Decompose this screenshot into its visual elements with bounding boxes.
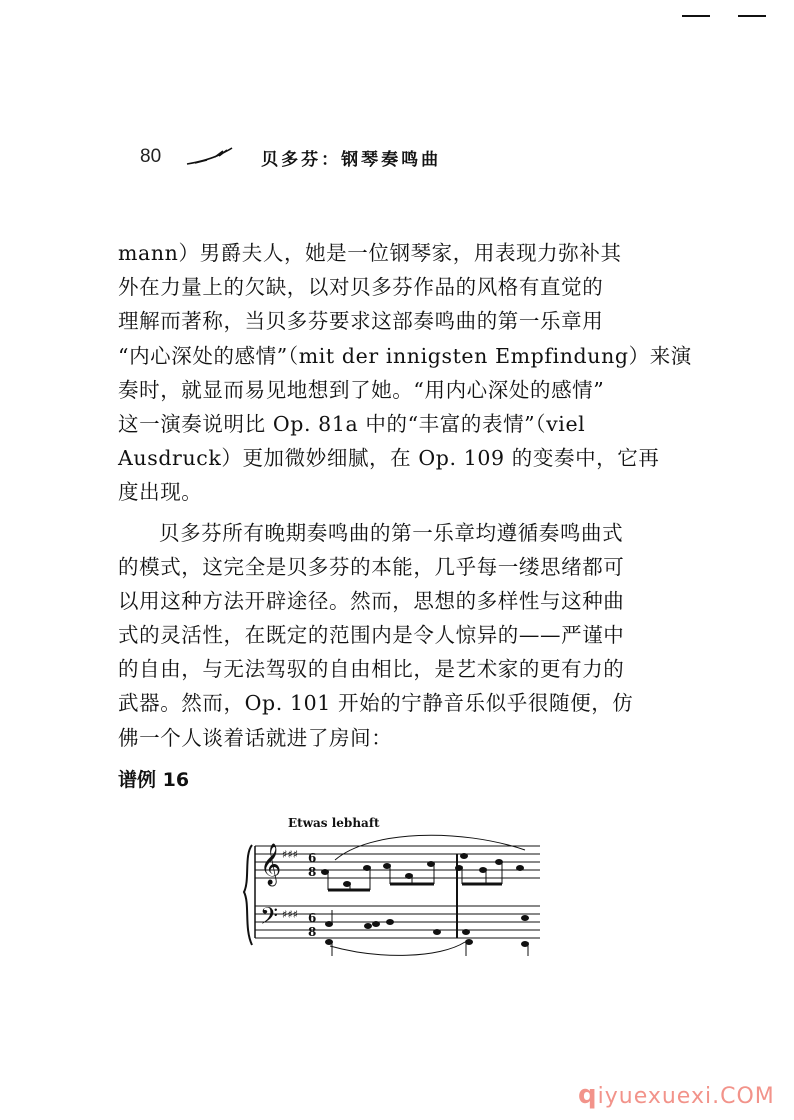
paragraph-2 [118,516,678,755]
page-number: 80 [140,146,162,167]
body-text [118,236,692,755]
svg-text:♯♯♯: ♯♯♯ [282,848,298,861]
text-line: 这一演奏说明比 Op. 81a 中的“丰富的表情”（viel [118,411,586,436]
watermark-text: iyuexuexi.COM [597,1084,775,1109]
text-line: 以用这种方法开辟途径。然而，思想的多样性与这种曲 [118,588,625,613]
svg-text:8: 8 [308,925,317,939]
svg-text:♯♯♯: ♯♯♯ [282,908,298,921]
example-label: 谱例 16 [118,769,190,791]
text-line: 的模式，这完全是贝多芬的本能，几乎每一缕思绪都可 [118,554,625,579]
corner-mark-left [682,15,710,17]
text-line: “内心深处的感情”（mit der innigsten Empfindung）来演 [118,343,692,368]
tempo-marking: Etwas lebhaft [288,816,380,830]
text-line: mann）男爵夫人，她是一位钢琴家，用表现力弥补其 [118,241,622,265]
text-line: 贝多芬所有晚期奏鸣曲的第一乐章均遵循奏鸣曲式 [159,520,624,545]
svg-text:6: 6 [308,851,317,865]
text-line: 奏时，就显而易见地想到了她。“用内心深处的感情” [118,377,605,402]
score-notation-icon [240,810,540,960]
svg-text:𝄞: 𝄞 [260,844,282,885]
watermark-q: q [578,1080,598,1110]
watermark [578,1080,775,1110]
running-title: 贝多芬：钢琴奏鸣曲 [261,149,442,170]
text-line: 式的灵活性，在既定的范围内是令人惊异的——严谨中 [118,623,625,648]
text-line: 的自由，与无法驾驭的自由相比，是艺术家的更有力的 [118,657,625,682]
music-score [240,810,540,960]
text-line: 外在力量上的欠缺，以对贝多芬作品的风格有直觉的 [118,275,604,300]
text-line: 度出现。 [118,480,203,505]
text-line: 理解而著称，当贝多芬要求这部奏鸣曲的第一乐章用 [118,309,604,334]
corner-mark-right [738,15,766,17]
text-line: 佛一个人谈着话就进了房间： [118,725,393,750]
svg-text:6: 6 [308,911,317,925]
text-line: 武器。然而，Op. 101 开始的宁静音乐似乎很随便，仿 [118,691,634,716]
quill-flourish-icon [185,147,233,167]
paragraph-1 [118,236,692,510]
text-line: Ausdruck）更加微妙细腻，在 Op. 109 的变奏中，它再 [118,446,660,471]
svg-text:8: 8 [308,865,317,879]
svg-text:𝄢: 𝄢 [260,902,279,935]
page-header [140,142,441,172]
